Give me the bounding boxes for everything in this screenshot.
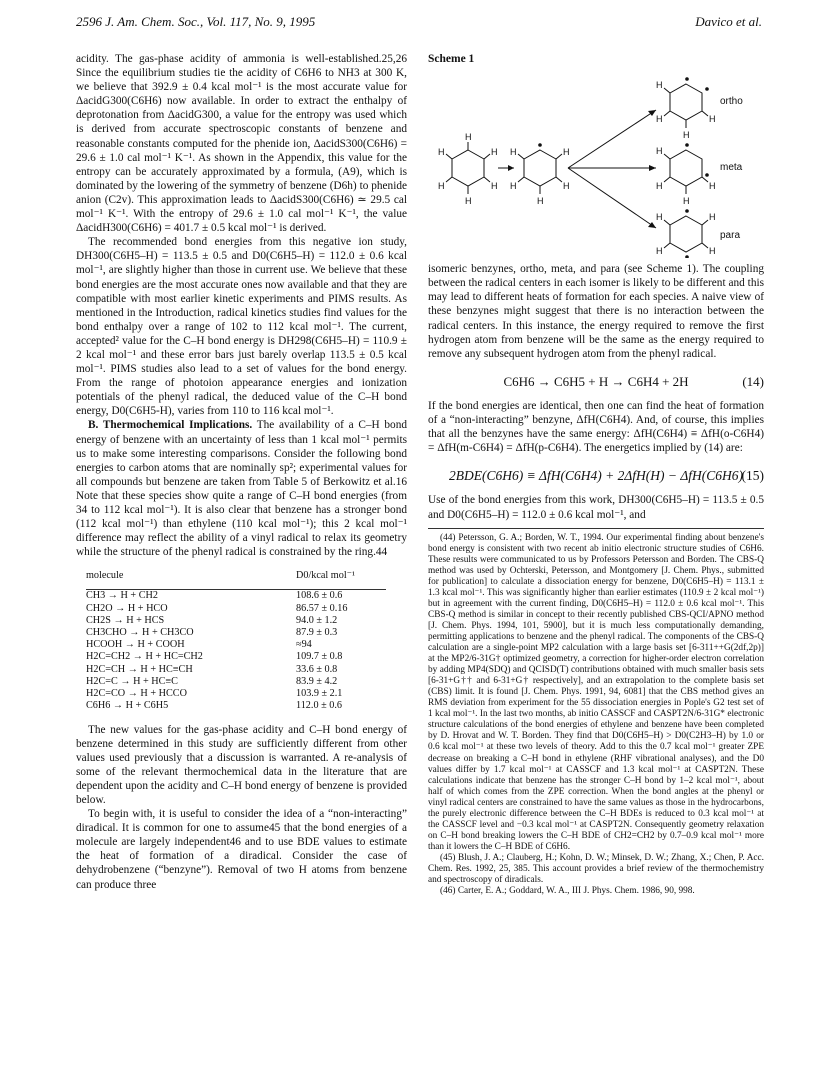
d0-value-cell: 109.7 ± 0.8 <box>296 651 343 663</box>
d0-value-cell: ≈94 <box>296 639 312 651</box>
h-atom-label: H <box>709 114 716 125</box>
h-atom-label: H <box>438 181 445 192</box>
h-atom-label: H <box>709 181 716 192</box>
phenyl-ring <box>524 150 556 186</box>
paragraph-use-of-bond-energies: Use of the bond energies from this work, DH300(C6H5–H) = 113.5 ± 0.5 and D0(C6H5–H) = 112.0 ± 0.6 kcal mol⁻¹, and <box>428 494 764 521</box>
equation-15-body: 2BDE(C6H6) ≡ ΔfH(C6H4) + 2ΔfH(H) − ΔfH(C6H6) <box>448 468 744 484</box>
footnote-44: (44) Petersson, G. A.; Borden, W. T., 1994. Our experimental finding about benzene's bond energy is consistent with two recent ab initio electronic structure studies of C6H6. These results were communicated to us by Professors Petersson and Borden. The CBS-Q method was used by Ochterski, Petersson, and Montgomery [J. Chem. Phys., submitted for publication] to calculate a dissociation energy for benzene, D0(C6H5–H) = 113.1 ± 1.3 kcal mol⁻¹. This was significantly higher than earlier estimates (110.9 ± 2 kcal mol⁻¹) but in agreement with the current finding, D0(C6H5–H) = 112.0 ± 0.6 kcal mol⁻¹. This CBS-Q method is similar in concept to their recently published CBS-QCI/APNO method [J. Chem. Phys. 1994, 101, 5900], but it is much less computationally demanding, permitting applications to benzene and the phenyl radical. The components of the CBS-Q calculation are a single-point MP2 calculation with a large basis set [6-311++G(2df,2p)] at the MP2/6-31G† optimized geometry, a correction for higher-order electron correlation by adding MP4(SDQ) and QCISD(T) contributions obtained with much smaller basis sets [6-31+G†† and 6-31+G† respectively], and an extrapolation to the complete basis set (CBS) limit. It is found [J. Chem. Phys. 1991, 94, 6081] that the CBS method gives an RMS deviation from experiment for the 55 dissociation energies in Pople's G2 test set of 1 kcal mol⁻¹. In the last two months, ab initio CASSCF and CASPT2N/6-31G* electronic structure calculations of the bond energies of ethylene and benzene have been completed by D. Hrovat and W. T. Borden. They find that D0(C6H5–H) > D0(C2H3–H) by 1.0 or 0.6 kcal mol⁻¹ at these two levels of theory. Add to this the 0.7 kcal mol⁻¹ greater ZPE decrease on breaking a C–H bond in ethylene (RHF vibrational analyses), and the D0 values differ by 1.7 kcal mol⁻¹ at CASSCF and 1.3 kcal mol⁻¹ at CASPT2N. These calculations indicate that benzene has the stronger C–H bond by 1–2 kcal mol⁻¹, about half of which comes from the ZPE correction. When the bond angles at the phenyl or vinyl radical centers are constrained to have the same values as those in the hydrocarbons, the purely electronic difference between the C–H BDEs is reduced to 0.3 kcal mol⁻¹ at the CASSCF level and −0.3 kcal mol⁻¹ at CASPT2N. Consequently geometry relaxation on C–H bond breaking lowers the C–H BDE of CH2=CH2 by 0.7–0.9 kcal mol⁻¹ more than it lowers the C–H BDE of C6H6. <box>428 532 764 852</box>
h-atom-label: H <box>656 114 663 125</box>
h-atom-label: H <box>491 181 498 192</box>
running-header <box>76 14 762 32</box>
scheme-title: Scheme 1 <box>428 53 475 65</box>
h-atom-label: H <box>563 181 570 192</box>
equation-15 <box>428 469 764 483</box>
molecule-cell: CH3 → H + CH2 <box>86 590 158 602</box>
h-atom-label: H <box>709 246 716 257</box>
ortho-label: ortho <box>720 96 743 108</box>
d0-value-cell: 86.57 ± 0.16 <box>296 602 348 614</box>
table-row <box>86 664 386 676</box>
molecule-cell: H2C=C → H + HC≡C <box>86 675 178 687</box>
bond-energy-table <box>86 569 386 712</box>
left-column <box>76 52 407 892</box>
h-atom-label: H <box>656 80 663 91</box>
molecule-cell: H2C=CO → H + HCCO <box>86 688 187 700</box>
h-atom-label: H <box>656 246 663 257</box>
section-heading: B. Thermochemical Implications. <box>88 419 253 432</box>
meta-label: meta <box>720 162 743 174</box>
h-atom-label: H <box>465 132 472 143</box>
scheme-1-diagram <box>428 70 764 258</box>
d0-value-cell: 33.6 ± 0.8 <box>296 663 338 675</box>
radical-dot <box>685 209 689 213</box>
equation-14-body: C6H6 → C6H5 + H → C6H4 + 2H <box>503 373 689 389</box>
footnote-45: (45) Blush, J. A.; Clauberg, H.; Kohn, D. W.; Minsek, D. W.; Zhang, X.; Chen, P. Acc. Chem. Res. 1992, 25, 385. This account provides a brief review of the thermochemistry and spectroscopy of diradicals. <box>428 852 764 886</box>
footnote-46: (46) Carter, E. A.; Goddard, W. A., III J. Phys. Chem. 1986, 90, 998. <box>440 886 695 897</box>
footnotes <box>428 533 764 898</box>
h-atom-label: H <box>510 181 517 192</box>
radical-dot <box>685 77 689 81</box>
d0-value-cell: 103.9 ± 2.1 <box>296 688 343 700</box>
molecule-cell: H2C=CH → H + HC≡CH <box>86 663 193 675</box>
paragraph-new-values: The new values for the gas-phase acidity and C–H bond energy of benzene determined in this study are sufficiently different from other values used previously that a discussion is warranted. A re-analysis of some of the relevant thermochemical data in the literature that are dependent upon the acidity and C–H bond energy of benzene is provided below. <box>76 723 407 806</box>
benzene-ring <box>452 150 484 186</box>
radical-dot <box>685 143 689 147</box>
table-row <box>86 639 386 651</box>
paragraph-acidity: acidity. The gas-phase acidity of ammonia is well-established.25,26 Since the equilibrium studies tie the acidity of C6H6 to NH3 at 300 K, we believe that 392.9 ± 0.4 kcal mol⁻¹ is the most accurate value for ΔacidG300(C6H6) now available. In order to extract the enthalpy of deprotonation from ΔacidG300, a value for the entropy was used which is derived from accurate spectroscopic constants of benzene and reasonable constants computed for the phenide ion, ΔacidS300(C6H6) = 29.6 ± 1.0 cal mol⁻¹ K⁻¹. As shown in the Appendix, this value for the entropy can be accurately approximated by a formula, (A9), which is dominated by the lowering of the symmetry of benzene (D6h) to phenide anion (C2v). This approximation leads to ΔacidS300(C6H6) ≃ 29.5 cal mol⁻¹ K⁻¹. With the entropy of 29.6 ± 1.0 cal mol⁻¹ K⁻¹, the value ΔacidH300(C6H6) = 401.7 ± 0.5 kcal mol⁻¹ is derived. <box>76 53 407 235</box>
table-row <box>86 615 386 627</box>
radical-dot <box>705 87 709 91</box>
table-row <box>86 676 386 688</box>
equation-14 <box>428 375 764 389</box>
table-row <box>86 651 386 663</box>
table-row <box>86 627 386 639</box>
h-atom-label: H <box>491 147 498 158</box>
molecule-cell: H2C=CH2 → H + HC=CH2 <box>86 651 203 663</box>
molecule-cell: CH3CHO → H + CH3CO <box>86 627 194 639</box>
h-atom-label: H <box>510 147 517 158</box>
h-atom-label: H <box>709 212 716 223</box>
footnote-divider <box>428 528 764 529</box>
author-header: Davico et al. <box>695 14 762 29</box>
ortho-ring <box>670 84 702 120</box>
h-atom-label: H <box>656 212 663 223</box>
d0-value-cell: 83.9 ± 4.2 <box>296 675 338 687</box>
radical-dot <box>705 173 709 177</box>
h-atom-label: H <box>537 196 544 207</box>
d0-value-cell: 87.9 ± 0.3 <box>296 627 338 639</box>
equation-15-number: (15) <box>741 468 764 484</box>
molecule-cell: CH2O → H + HCO <box>86 602 168 614</box>
h-atom-label: H <box>563 147 570 158</box>
h-atom-label: H <box>683 196 690 207</box>
h-atom-label: H <box>656 181 663 192</box>
table-row <box>86 688 386 700</box>
table-header-molecule: molecule <box>86 569 250 590</box>
molecule-cell: C6H6 → H + C6H5 <box>86 700 169 712</box>
h-atom-label: H <box>656 146 663 157</box>
equation-14-number: (14) <box>742 373 764 389</box>
table-row <box>86 700 386 712</box>
paragraph-benzynes: isomeric benzynes, ortho, meta, and para (see Scheme 1). The coupling between the radical centers in each isomer is likely to be different and this may lead to different heats of formation for each species. A naive view of these benzynes might suggest that there is no interaction between the radical centers. In this instance, the energy required to remove the first hydrogen atom from benzene will be the same as the energy required to remove any subsequent hydrogen atom from the phenyl radical. <box>428 263 764 360</box>
paragraph-thermochemical <box>76 418 407 559</box>
table-row <box>86 590 386 603</box>
d0-value-cell: 112.0 ± 0.6 <box>296 700 342 712</box>
d0-value-cell: 94.0 ± 1.2 <box>296 614 338 626</box>
reaction-arrows <box>498 110 656 228</box>
paragraph-diradical: To begin with, it is useful to consider the idea of a “non-interacting” diradical. It is common for one to assume45 that the bond energies of a molecule are largely independent46 and to use BDE values to estimate the heat of formation of a diradical. Consider the case of dehydrobenzene (“benzyne”). Removal of two H atoms from benzene can produce three <box>76 808 407 891</box>
h-atom-label: H <box>683 130 690 141</box>
h-atom-label: H <box>438 147 445 158</box>
table-body <box>86 590 386 713</box>
meta-ring <box>670 150 702 186</box>
para-label: para <box>720 230 741 242</box>
journal-citation: 2596 J. Am. Chem. Soc., Vol. 117, No. 9, 1995 <box>76 14 316 29</box>
right-column <box>428 52 764 897</box>
paragraph-bond-energies: The recommended bond energies from this negative ion study, DH300(C6H5–H) = 113.5 ± 0.5 and D0(C6H5–H) = 112.0 ± 0.6 kcal mol⁻¹, are slightly higher than those in current use. We believe that these bond energies are the most accurate ones now available and that they are compatible with most earlier kinetic experiments and PIMS results. As mentioned in the Introduction, radical kinetics studies find values for the bond enthalpy over a range of 102 to 112 kcal mol⁻¹. The current, accepted² value for the C–H bond energy is DH298(C6H5–H) = 110.9 ± 2 kcal mol⁻¹ and these error bars just barely overlap 113.5 ± 0.5 kcal mol⁻¹. PIMS studies also lead to a set of values for the bond energy. From the range of photoion appearance energies and ionization potentials of the phenyl radical, the deduced value of the C–H bond energy, D0(C6H5-H), varies from 110 to 116 kcal mol⁻¹. <box>76 236 407 418</box>
radical-dot <box>538 143 542 147</box>
para-ring <box>670 216 702 252</box>
molecule-cell: HCOOH → H + COOH <box>86 639 185 651</box>
molecule-cell: CH2S → H + HCS <box>86 614 165 626</box>
table-header-d0: D0/kcal mol⁻¹ <box>250 569 386 590</box>
table-row <box>86 603 386 615</box>
radical-dot <box>685 255 689 258</box>
d0-value-cell: 108.6 ± 0.6 <box>296 590 343 602</box>
h-atom-label: H <box>465 196 472 207</box>
section-body: The availability of a C–H bond energy of benzene with an uncertainty of less than 1 kcal mol⁻¹ permits us to make some interesting comparisons. Consider the following bond energies to carbon atoms that are nominally sp²; experimental values for all compounds but benzene are taken from Table 5 of Berkowitz et al.16 Note that these species show quite a range of C–H bond energies (from 34 to 112 kcal mol⁻¹). It is also clear that benzene has a stronger bond (112 kcal mol⁻¹) than ethylene (110 kcal mol⁻¹); this 2 kcal mol⁻¹ difference may reflect the ability of a vinyl radical to relax its geometry while the structure of the phenyl radical is constrained by the ring.44 <box>76 419 407 559</box>
paragraph-heat-of-formation: If the bond energies are identical, then one can find the heat of formation of a “non-interacting” benzyne, ΔfH(C6H4). And, of course, this implies that all the benzynes have the same energy: ΔfH(C6H4) ≡ ΔfH(o-C6H4) = ΔfH(m-C6H4) = ΔfH(p-C6H4). The energetics implied by (14) are: <box>428 399 764 455</box>
